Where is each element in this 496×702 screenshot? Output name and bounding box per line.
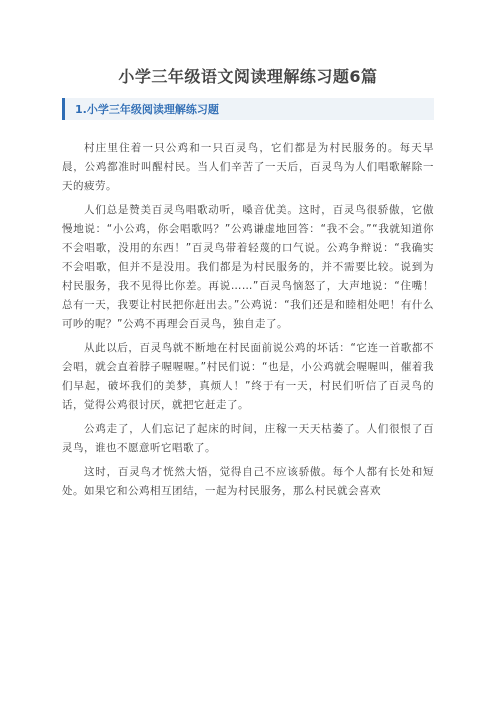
paragraph: 从此以后，百灵鸟就不断地在村民面前说公鸡的坏话：“它连一首歌都不会唱，就会直着脖子喔喔喔。”村民们说：“也是，小公鸡就会喔喔叫，催着我们早起，破坏我们的美梦，真烦人！”终于有一天，村民们听信了百灵鸟的话，觉得公鸡很讨厌，就把它赶走了。 xyxy=(62,342,434,411)
paragraph: 这时，百灵鸟才恍然大悟，觉得自己不应该骄傲。每个人都有长处和短处。如果它和公鸡相互团结，一起为村民服务，那么村民就会喜欢 xyxy=(62,466,434,497)
section-heading-box xyxy=(62,98,434,120)
section-heading: 1.小学三年级阅读理解练习题 xyxy=(75,103,219,116)
article-body xyxy=(62,139,434,506)
paragraph: 公鸡走了，人们忘记了起床的时间，庄稼一天天枯萎了。人们很恨了百灵鸟，谁也不愿意听它唱歌了。 xyxy=(62,423,434,454)
document-title: 小学三年级语文阅读理解练习题6篇 xyxy=(118,67,378,86)
paragraph: 村庄里住着一只公鸡和一只百灵鸟，它们都是为村民服务的。每天早晨，公鸡都准时叫醒村民。当人们辛苦了一天后，百灵鸟为人们唱歌解除一天的疲劳。 xyxy=(62,142,434,192)
paragraph: 人们总是赞美百灵鸟唱歌动听，嗓音优美。这时，百灵鸟很骄傲，它傲慢地说：“小公鸡，你会唱歌吗？”公鸡谦虚地回答：“我不会。”“我就知道你不会唱歌，没用的东西！”百灵鸟带着轻蔑的口气说。公鸡争辩说：“我确实不会唱歌，但并不是没用。我们都是为村民服务的，并不需要比较。说到为村民服务，我不见得比你差。再说……”百灵鸟恼怒了，大声地说：“住嘴！总有一天，我要让村民把你赶出去。”公鸡说：“我们还是和睦相处吧！有什么可吵的呢？”公鸡不再理会百灵鸟，独自走了。 xyxy=(62,204,434,330)
